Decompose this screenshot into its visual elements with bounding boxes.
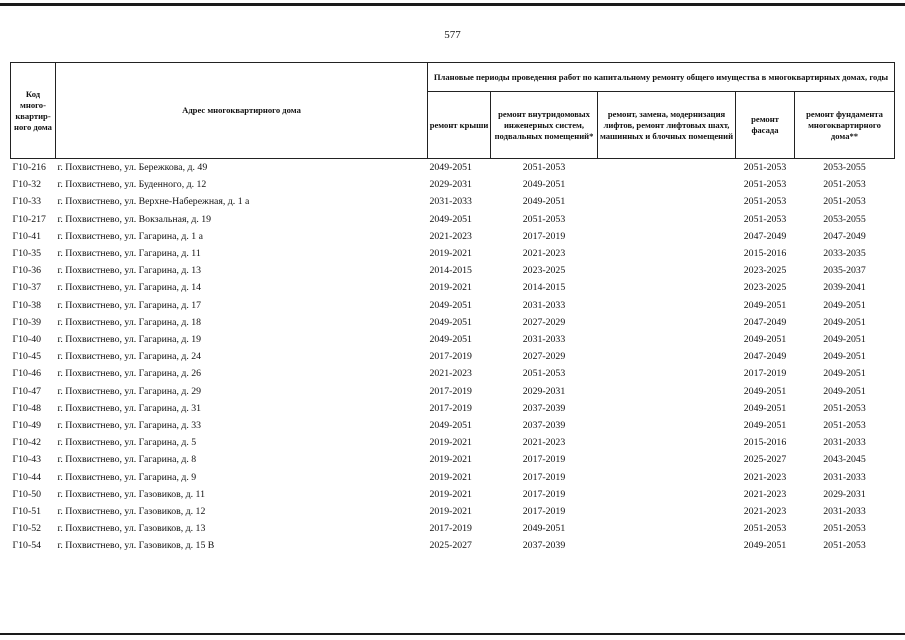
cell-code: Г10-52: [12, 523, 42, 535]
cell-facade: 2021-2023: [743, 506, 787, 518]
table-row: [11, 417, 895, 434]
cell-facade: 2023-2025: [743, 265, 787, 277]
cell-address: г. Похвистнево, ул. Гагарина, д. 11: [57, 248, 201, 260]
cell-code: Г10-46: [12, 368, 42, 380]
cell-code: Г10-43: [12, 454, 42, 466]
cell-foundation: 2031-2033: [823, 471, 866, 483]
cell-address: г. Похвистнево, ул. Гагарина, д. 8: [57, 454, 197, 466]
cell-foundation: 2049-2051: [823, 351, 866, 363]
table-row: [11, 331, 895, 348]
cell-facade: 2051-2053: [743, 162, 787, 173]
table-row: [11, 348, 895, 365]
cell-foundation: 2049-2051: [823, 316, 866, 328]
cell-roof: 2021-2023: [429, 230, 472, 242]
cell-address: г. Похвистнево, ул. Гагарина, д. 9: [57, 471, 197, 483]
cell-code: Г10-217: [12, 213, 46, 225]
table-row: [11, 314, 895, 331]
cell-lifts: [598, 486, 736, 503]
cell-code: Г10-41: [12, 230, 42, 242]
cell-facade: 2049-2051: [743, 385, 787, 397]
cell-facade: 2049-2051: [743, 402, 787, 414]
header-periods-group: Плановые периоды проведения работ по капитальному ремонту общего имущества в многоквартирных домах, годы: [428, 63, 895, 92]
cell-foundation: 2031-2033: [823, 506, 866, 518]
cell-roof: 2017-2019: [429, 385, 472, 397]
cell-systems: 2037-2039: [522, 540, 566, 552]
header-roof: ремонт крыши: [428, 92, 491, 159]
table-row: [11, 503, 895, 520]
cell-code: Г10-37: [12, 282, 42, 294]
cell-facade: 2049-2051: [743, 420, 787, 432]
cell-lifts: [598, 348, 736, 365]
cell-address: г. Похвистнево, ул. Гагарина, д. 24: [57, 351, 202, 363]
cell-lifts: [598, 331, 736, 348]
cell-code: Г10-39: [12, 316, 42, 328]
cell-foundation: 2031-2033: [823, 437, 866, 449]
cell-lifts: [598, 159, 736, 177]
cell-systems: 2014-2015: [522, 282, 566, 294]
cell-roof: 2017-2019: [429, 351, 472, 363]
cell-foundation: 2051-2053: [823, 540, 866, 552]
cell-facade: 2047-2049: [743, 316, 787, 328]
page-number: 577: [444, 29, 461, 41]
table-row: [11, 400, 895, 417]
cell-lifts: [598, 279, 736, 296]
cell-lifts: [598, 417, 736, 434]
cell-foundation: 2049-2051: [823, 334, 866, 346]
cell-foundation: 2049-2051: [823, 299, 866, 311]
table-row: [11, 537, 895, 554]
cell-address: г. Похвистнево, ул. Гагарина, д. 29: [57, 385, 202, 397]
cell-lifts: [598, 314, 736, 331]
table-row: [11, 365, 895, 382]
cell-facade: 2047-2049: [743, 351, 787, 363]
cell-address: г. Похвистнево, ул. Гагарина, д. 26: [57, 368, 202, 380]
header-foundation: ремонт фундамента многоквартирного дома**: [795, 92, 895, 159]
cell-facade: 2051-2053: [743, 213, 787, 225]
cell-roof: 2019-2021: [429, 248, 472, 260]
cell-code: Г10-32: [12, 179, 42, 191]
cell-code: Г10-44: [12, 471, 42, 483]
cell-systems: 2021-2023: [522, 248, 566, 260]
cell-systems: 2027-2029: [522, 351, 566, 363]
cell-systems: 2017-2019: [522, 454, 566, 466]
cell-code: Г10-50: [12, 488, 42, 500]
cell-lifts: [598, 245, 736, 262]
cell-code: Г10-54: [12, 540, 42, 552]
cell-address: г. Похвистнево, ул. Гагарина, д. 13: [57, 265, 202, 277]
table-row: [11, 297, 895, 314]
table-row: [11, 486, 895, 503]
cell-foundation: 2053-2055: [823, 162, 866, 173]
cell-code: Г10-35: [12, 248, 42, 260]
cell-foundation: 2039-2041: [823, 282, 866, 294]
bottom-rule: [0, 633, 905, 635]
cell-facade: 2021-2023: [743, 471, 787, 483]
cell-lifts: [598, 383, 736, 400]
top-rule: [0, 3, 905, 6]
table-row: [11, 279, 895, 296]
cell-roof: 2017-2019: [429, 402, 472, 414]
cell-address: г. Похвистнево, ул. Гагарина, д. 31: [57, 402, 202, 414]
cell-address: г. Похвистнево, ул. Газовиков, д. 15 В: [57, 540, 215, 552]
cell-lifts: [598, 211, 736, 228]
table-row: [11, 245, 895, 262]
table-row: [11, 193, 895, 210]
cell-foundation: 2029-2031: [823, 488, 866, 500]
cell-roof: 2049-2051: [429, 162, 472, 173]
cell-systems: 2051-2053: [522, 213, 566, 225]
cell-foundation: 2049-2051: [823, 368, 866, 380]
cell-lifts: [598, 451, 736, 468]
table-row: [11, 469, 895, 486]
cell-foundation: 2047-2049: [823, 230, 866, 242]
cell-foundation: 2035-2037: [823, 265, 866, 277]
cell-systems: 2049-2051: [522, 196, 566, 208]
cell-facade: 2049-2051: [743, 540, 787, 552]
cell-code: Г10-47: [12, 385, 42, 397]
cell-address: г. Похвистнево, ул. Гагарина, д. 19: [57, 334, 202, 346]
cell-address: г. Похвистнево, ул. Гагарина, д. 1 а: [57, 230, 203, 242]
cell-lifts: [598, 469, 736, 486]
cell-roof: 2017-2019: [429, 523, 472, 535]
header-facade: ремонт фасада: [736, 92, 795, 159]
cell-lifts: [598, 400, 736, 417]
cell-roof: 2049-2051: [429, 316, 472, 328]
cell-lifts: [598, 365, 736, 382]
table-body: [11, 159, 895, 555]
repair-schedule-table: [10, 62, 895, 555]
cell-lifts: [598, 262, 736, 279]
cell-code: Г10-45: [12, 351, 42, 363]
cell-facade: 2021-2023: [743, 488, 787, 500]
cell-roof: 2049-2051: [429, 299, 472, 311]
cell-address: г. Похвистнево, ул. Гагарина, д. 33: [57, 420, 202, 432]
cell-foundation: 2051-2053: [823, 179, 866, 191]
cell-roof: 2049-2051: [429, 420, 472, 432]
cell-systems: 2023-2025: [522, 265, 566, 277]
cell-systems: 2029-2031: [522, 385, 566, 397]
cell-roof: 2019-2021: [429, 488, 472, 500]
cell-roof: 2019-2021: [429, 454, 472, 466]
cell-foundation: 2051-2053: [823, 196, 866, 208]
cell-systems: 2051-2053: [522, 368, 566, 380]
cell-address: г. Похвистнево, ул. Газовиков, д. 11: [57, 488, 205, 500]
cell-systems: 2031-2033: [522, 334, 566, 346]
table-row: [11, 211, 895, 228]
cell-lifts: [598, 520, 736, 537]
cell-address: г. Похвистнево, ул. Гагарина, д. 5: [57, 437, 197, 449]
cell-address: г. Похвистнево, ул. Бережкова, д. 49: [57, 162, 208, 173]
cell-systems: 2031-2033: [522, 299, 566, 311]
cell-systems: 2049-2051: [522, 523, 566, 535]
cell-address: г. Похвистнево, ул. Буденного, д. 12: [57, 179, 207, 191]
cell-lifts: [598, 193, 736, 210]
table-row: [11, 176, 895, 193]
cell-roof: 2025-2027: [429, 540, 472, 552]
cell-facade: 2051-2053: [743, 196, 787, 208]
cell-systems: 2037-2039: [522, 420, 566, 432]
table-row: [11, 383, 895, 400]
cell-code: Г10-38: [12, 299, 42, 311]
cell-systems: 2027-2029: [522, 316, 566, 328]
table-row: [11, 434, 895, 451]
cell-facade: 2051-2053: [743, 523, 787, 535]
cell-roof: 2049-2051: [429, 213, 472, 225]
cell-lifts: [598, 176, 736, 193]
cell-systems: 2021-2023: [522, 437, 566, 449]
cell-foundation: 2053-2055: [823, 213, 866, 225]
cell-foundation: 2051-2053: [823, 402, 866, 414]
header-address: Адрес многоквартирного дома: [56, 63, 428, 159]
cell-foundation: 2049-2051: [823, 385, 866, 397]
cell-systems: 2017-2019: [522, 488, 566, 500]
cell-facade: 2023-2025: [743, 282, 787, 294]
cell-facade: 2051-2053: [743, 179, 787, 191]
cell-lifts: [598, 434, 736, 451]
cell-lifts: [598, 537, 736, 554]
table-row: [11, 159, 895, 177]
cell-foundation: 2043-2045: [823, 454, 866, 466]
cell-lifts: [598, 503, 736, 520]
cell-systems: 2051-2053: [522, 162, 566, 173]
cell-facade: 2025-2027: [743, 454, 787, 466]
cell-address: г. Похвистнево, ул. Верхне-Набережная, д. 1 а: [57, 196, 250, 208]
cell-systems: 2017-2019: [522, 506, 566, 518]
cell-code: Г10-49: [12, 420, 42, 432]
table-row: [11, 228, 895, 245]
cell-facade: 2049-2051: [743, 299, 787, 311]
table-row: [11, 520, 895, 537]
cell-facade: 2047-2049: [743, 230, 787, 242]
cell-roof: 2019-2021: [429, 437, 472, 449]
cell-facade: 2015-2016: [743, 248, 787, 260]
cell-code: Г10-33: [12, 196, 42, 208]
cell-foundation: 2051-2053: [823, 420, 866, 432]
cell-foundation: 2051-2053: [823, 523, 866, 535]
cell-address: г. Похвистнево, ул. Гагарина, д. 18: [57, 316, 202, 328]
cell-roof: 2031-2033: [429, 196, 472, 208]
cell-address: г. Похвистнево, ул. Газовиков, д. 13: [57, 523, 206, 535]
header-code: Код много-квартир-ного дома: [11, 63, 56, 159]
cell-systems: 2049-2051: [522, 179, 566, 191]
cell-address: г. Похвистнево, ул. Газовиков, д. 12: [57, 506, 206, 518]
table-row: [11, 262, 895, 279]
cell-lifts: [598, 228, 736, 245]
header-systems: ремонт внутридомовых инженерных систем, подвальных помещений*: [491, 92, 598, 159]
cell-code: Г10-51: [12, 506, 42, 518]
cell-facade: 2015-2016: [743, 437, 787, 449]
cell-code: Г10-48: [12, 402, 42, 414]
header-lifts: ремонт, замена, модернизация лифтов, ремонт лифтовых шахт, машинных и блочных помещений: [598, 92, 736, 159]
cell-roof: 2019-2021: [429, 282, 472, 294]
cell-address: г. Похвистнево, ул. Гагарина, д. 14: [57, 282, 202, 294]
cell-roof: 2019-2021: [429, 506, 472, 518]
cell-roof: 2029-2031: [429, 179, 472, 191]
cell-systems: 2017-2019: [522, 471, 566, 483]
cell-code: Г10-216: [12, 162, 46, 173]
cell-foundation: 2033-2035: [823, 248, 866, 260]
cell-lifts: [598, 297, 736, 314]
cell-code: Г10-40: [12, 334, 42, 346]
cell-systems: 2017-2019: [522, 230, 566, 242]
cell-roof: 2019-2021: [429, 471, 472, 483]
cell-facade: 2049-2051: [743, 334, 787, 346]
cell-code: Г10-36: [12, 265, 42, 277]
cell-address: г. Похвистнево, ул. Гагарина, д. 17: [57, 299, 202, 311]
cell-roof: 2049-2051: [429, 334, 472, 346]
cell-systems: 2037-2039: [522, 402, 566, 414]
cell-roof: 2014-2015: [429, 265, 472, 277]
cell-roof: 2021-2023: [429, 368, 472, 380]
cell-code: Г10-42: [12, 437, 42, 449]
cell-facade: 2017-2019: [743, 368, 787, 380]
cell-address: г. Похвистнево, ул. Вокзальная, д. 19: [57, 213, 212, 225]
table-row: [11, 451, 895, 468]
